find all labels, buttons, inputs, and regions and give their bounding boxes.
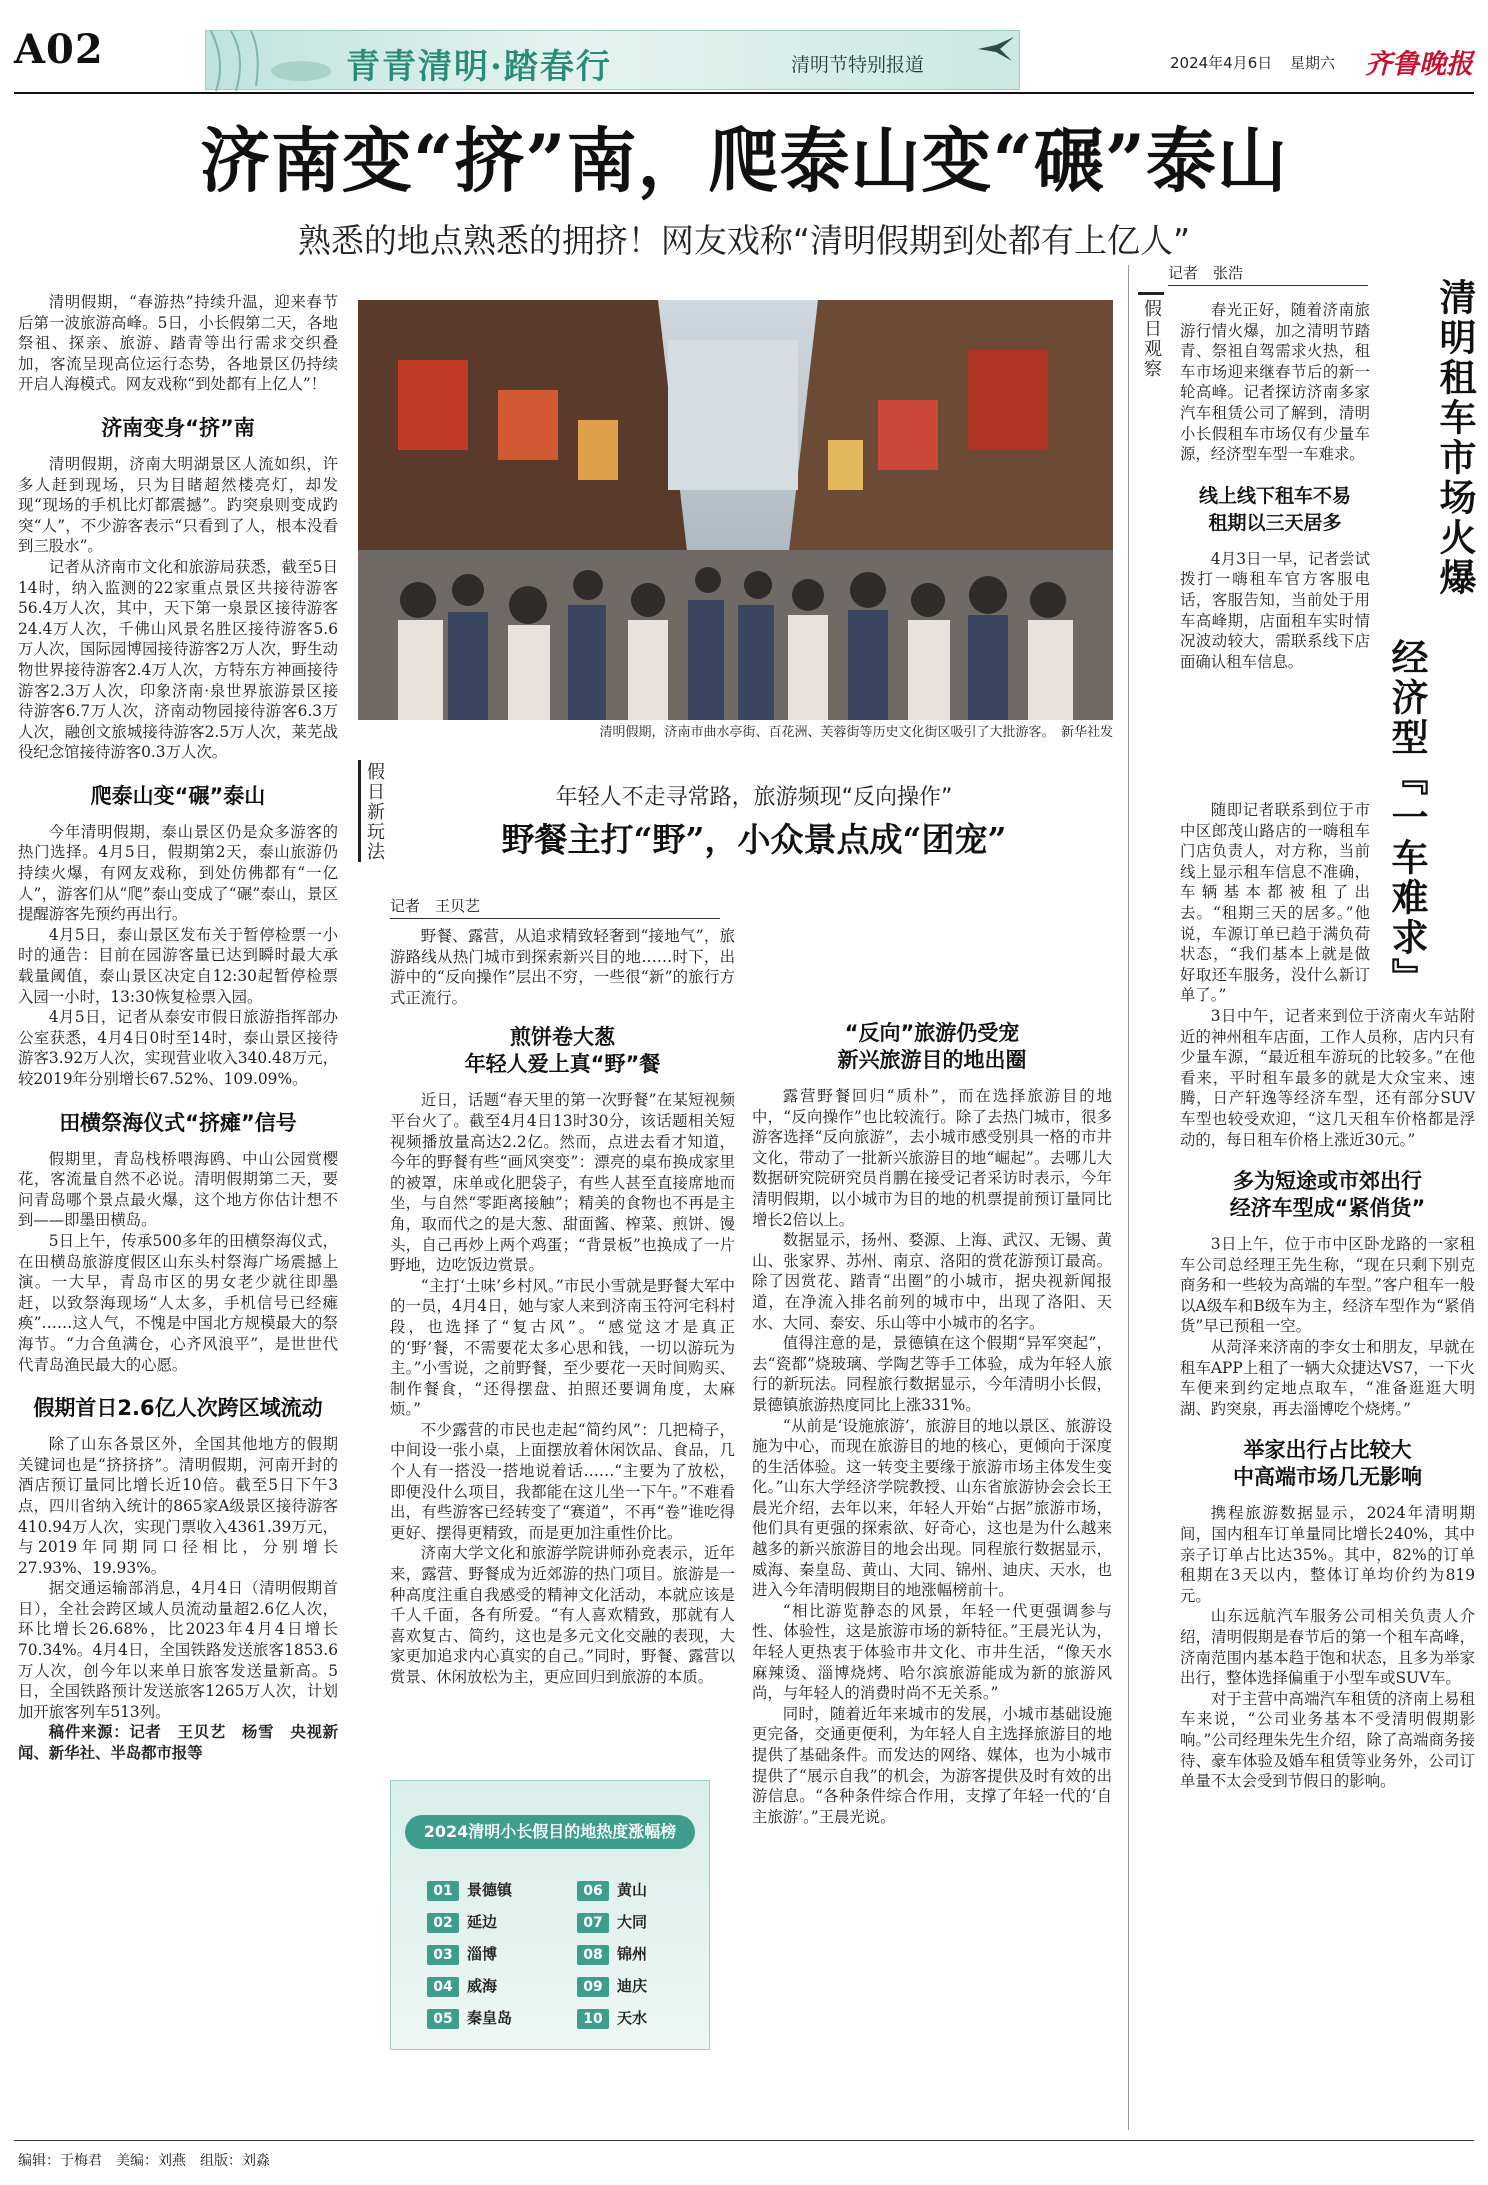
ranking-row	[577, 2007, 647, 2033]
willow-decoration-icon	[206, 31, 336, 91]
rank-destination: 黄山	[617, 1881, 648, 1899]
rank-destination: 景德镇	[467, 1881, 513, 1899]
rank-number: 09	[577, 1977, 609, 1997]
rank-number: 07	[577, 1913, 609, 1933]
paragraph: 据交通运输部消息，4月4日（清明假期首日），全社会跨区域人员流动量超2.6亿人次，环比增长26.68%，比2023年4月4日增长70.34%。4月4日，全国铁路发送旅客1853.6万人次，创今年以来单日旅客发送量新高。5日，全国铁路预计发送旅客1265万人次，计划加开旅客列车513列。	[18, 1579, 338, 1721]
subhead-short-trips	[1180, 1168, 1475, 1222]
paragraph: 数据显示，扬州、婺源、上海、武汉、无锡、黄山、张家界、苏州、南京、洛阳的赏花游预订最高。除了因赏花、踏青“出圈”的小城市，据央视新闻报道，在净流入排名前列的城市中，出现了洛阳、天水、大同、泰安、乐山等中小城市的名字。	[752, 1231, 1112, 1332]
rental-intro	[1180, 300, 1370, 672]
rank-destination: 淄博	[467, 1945, 498, 1963]
swallow-icon	[976, 35, 1016, 65]
paragraph: 携程旅游数据显示，2024年清明期间，国内租车订单量同比增长240%，其中亲子订单占比达35%。其中，82%的订单租期在3天以内，整体订单均价约为819元。	[1180, 1504, 1475, 1605]
section-heading-taishan: 爬泰山变“碾”泰山	[90, 783, 266, 808]
paragraph: 近日，话题“春天里的第一次野餐”在某短视频平台火了。截至4月4日13时30分，该话题相关短视频播放量高达2.2亿。然而，点进去看才知道，今年的野餐有些“画风突变”：漂亮的桌布换成家里的被罩，床单或化肥袋子，有些人甚至直接席地而坐，与自然“零距离接触”；精美的食物也不再是主角，取而代之的是大葱、甜面酱、榨菜、煎饼、馒头，自己再炒上两个鸡蛋；“背景板”也换成了一片野地，边吃饭边赏景。	[390, 1091, 735, 1275]
paragraph: “相比游览静态的风景，年轻一代更强调参与性、体验性，这是旅游市场的新特征。”王晨光认为，年轻人更热衷于体验市井文化、市井生活，“像天水麻辣烫、淄博烧烤、哈尔滨旅游能成为新的旅游风尚，与年轻人的消费时尚不无关系。”	[752, 1601, 1112, 1703]
subhead-line: 中高端市场几无影响	[1233, 1465, 1422, 1490]
ranking-box	[390, 1780, 710, 2050]
rank-number: 02	[427, 1913, 459, 1933]
subhead-line: 煎饼卷大葱	[510, 1025, 615, 1050]
subhead-line: 举家出行占比较大	[1243, 1438, 1412, 1463]
subhead-line: “反向”旅游仍受宠	[844, 1021, 1020, 1045]
paragraph: “主打‘土味’乡村风。”市民小雪就是野餐大军中的一员，4月4日，她与家人来到济南玉符河宅科村段，也选择了“复古风”。“感觉这才是真正的‘野’餐，不需要花太多心思和钱，一切以游玩为主。”小雪说，之前野餐，至少要花一天时间购买、制作餐食，“还得摆盘、拍照还要调角度，太麻烦。”	[390, 1276, 735, 1419]
subhead-line: 年轻人爱上真“野”餐	[464, 1052, 661, 1077]
rank-destination: 迪庆	[617, 1977, 648, 1995]
paragraph: 假期里，青岛栈桥喂海鸥、中山公园赏樱花，客流量自然不必说。清明假期第二天，要问青岛哪个景点最火爆，这个地方你估计想不到——即墨田横岛。	[18, 1149, 338, 1230]
feature-title: 野餐主打“野”，小众景点成“团宠”	[501, 820, 1007, 859]
rank-number: 03	[427, 1945, 459, 1965]
ranking-row	[427, 2007, 512, 2033]
footer-rule	[14, 2140, 1474, 2141]
main-headline: 济南变“挤”南，爬泰山变“碾”泰山	[199, 119, 1289, 202]
subhead-line: 租期以三天居多	[1208, 511, 1342, 534]
ranking-row	[427, 1975, 497, 2001]
paragraph: 4月3日一早，记者尝试拨打一嗨租车官方客服电话，客服告知，当前处于用车高峰期，店面租车实时情况波动较大，需联系线下店面确认租车信息。	[1180, 549, 1370, 671]
rank-destination: 锦州	[617, 1945, 648, 1963]
paragraph: 不少露营的市民也走起“简约风”：几把椅子，中间设一张小桌，上面摆放着休闲饮品、食品，几个人有一搭没一搭地说着话……“主要为了放松，即便没什么项目，我都能在这儿坐一下午。”不难看出，有些游客已经转变了“赛道”，不再“卷”谁吃得更好、摆得更精致，而是更加注重性价比。	[390, 1420, 735, 1542]
ranking-row	[427, 1911, 497, 1937]
paragraph: 对于主营中高端汽车租赁的济南上易租车来说，“公司业务基本不受清明假期影响。”公司经理朱先生介绍，除了高端商务接待、豪车体验及婚车租赁等业务外，公司订单量不太会受到节假日的影响。	[1180, 1689, 1475, 1791]
feature-column-b	[752, 900, 1112, 1827]
rank-destination: 大同	[617, 1913, 648, 1931]
issue-date: 2024年4月6日	[1170, 54, 1273, 72]
rank-destination: 秦皇岛	[467, 2009, 513, 2027]
rank-number: 04	[427, 1977, 459, 1997]
paragraph: 随即记者联系到位于市中区郎茂山路店的一嗨租车门店负责人，对方称，当前线上显示租车信息不准确，车辆基本都被租了出去。“租期三天的居多。”他说，车源订单已趋于满负荷状态，“我们基本上就是做好取还车服务，没什么新订单了。”	[1180, 801, 1370, 1005]
header-rule	[14, 92, 1474, 94]
ranking-row	[577, 1943, 647, 1969]
rental-title-line1: 清明租车市场火爆	[1433, 278, 1477, 598]
paragraph: 今年清明假期，泰山景区仍是众多游客的热门选择。4月5日，假期第2天，泰山旅游仍持续火爆，有网友戏称，到处仿佛都有“一亿人”，游客们从“爬”泰山变成了“碾”泰山，景区提醒游客先预约再出行。	[18, 822, 338, 924]
section-banner	[205, 30, 1020, 90]
subhead-online-offline	[1180, 483, 1370, 537]
paragraph: 值得注意的是，景德镇在这个假期“异军突起”，去“瓷都”烧玻璃、学陶艺等手工体验，成为年轻人旅行的新玩法。同程旅行数据显示，今年清明小长假，景德镇旅游热度同比上涨331%。	[752, 1334, 1112, 1414]
paragraph: 山东远航汽车服务公司相关负责人介绍，清明假期是春节后的第一个租车高峰，济南范围内基本趋于饱和状态，且多为举家出行，整体选择偏重于小型车或SUV车。	[1180, 1607, 1475, 1688]
banner-subtitle: 清明节特别报道	[791, 54, 925, 76]
issue-weekday: 星期六	[1290, 54, 1336, 72]
section-heading-jinan: 济南变身“挤”南	[101, 415, 255, 440]
paragraph: 3日中午，记者来到位于济南火车站附近的神州租车店面，工作人员称，店内只有少量车源，“最近租车游玩的比较多。”在他看来，平时租车最多的就是大众宝来、速腾，日产轩逸等经济车型，还有部分SUV车型也较受欢迎，“这几天租车价格都是浮动的，每日租车价格上涨近30元。”	[1180, 1006, 1475, 1149]
paragraph: 记者从济南市文化和旅游局获悉，截至5日14时，纳入监测的22家重点景区共接待游客56.4万人次，其中，天下第一泉景区接待游客24.4万人次，千佛山风景名胜区接待游客5.6万人次，国际园博园接待游客2万人次，野生动物世界接待游客2.4万人次，方特东方神画接待游客2.3万人次，印象济南·泉世界旅游景区接待游客6.7万人次，济南动物园接待游客6.3万人次，融创文旅城接待游客2.5万人次，莱芜战役纪念馆接待游客0.3万人次。	[18, 557, 338, 762]
rental-title-line2: 经济型『一车难求』	[1385, 638, 1429, 998]
rank-number: 06	[577, 1881, 609, 1901]
section-tag-new-ways: 假日新玩法	[358, 760, 387, 862]
ranking-row	[427, 1879, 512, 1905]
paragraph: 从菏泽来济南的李女士和朋友，早就在租车APP上租了一辆大众捷达VS7，一下火车便来到约定地点取车，“准备逛逛大明湖、趵突泉，再去淄博吃个烧烤。”	[1180, 1338, 1475, 1418]
left-column	[18, 292, 338, 1764]
paragraph: 济南大学文化和旅游学院讲师孙竞表示，近年来，露营、野餐成为近郊游的热门项目。旅游是一种高度注重自我感受的精神文化活动，本就应该是千人千面，各有所爱。“有人喜欢精致，那就有人喜欢复古、简约，这也是多元文化交融的表现，大家更加追求内心真实的自己。”同时，野餐、露营以赏景、休闲放松为主，更应回归到旅游的本质。	[390, 1544, 735, 1686]
subhead-pancake	[390, 1024, 735, 1078]
paragraph: 春光正好，随着济南旅游行情火爆，加之清明节踏青、祭祖自驾需求火热，租车市场迎来继春节后的新一轮高峰。记者探访济南多家汽车租赁公司了解到，清明小长假租车市场仅有少量车源，经济型车型一车难求。	[1180, 301, 1370, 464]
page-number: A02	[14, 26, 104, 73]
photo-caption: 清明假期，济南市曲水亭街、百花洲、芙蓉街等历史文化街区吸引了大批游客。 新华社发	[599, 725, 1113, 740]
section-tag-observation: 假日观察	[1138, 292, 1164, 379]
paragraph: 4月5日，记者从泰安市假日旅游指挥部办公室获悉，4月4日0时至14时，泰山景区接待游客3.92万人次，实现营业收入340.48万元，较2019年分别增长67.52%、109.09%。	[18, 1008, 338, 1088]
ranking-row	[577, 1975, 647, 2001]
paragraph: 露营野餐回归“质朴”，而在选择旅游目的地中，“反向操作”也比较流行。除了去热门城市，很多游客选择“反向旅游”，去小城市感受别具一格的市井文化，带动了一批新兴旅游目的地“崛起”。去哪儿大数据研究院研究员肖鹏在接受记者采访时表示，今年清明假期，以小城市为目的地的机票提前预订量同比增长2倍以上。	[752, 1087, 1112, 1229]
main-subhead: 熟悉的地点熟悉的拥挤！网友戏称“清明假期到处都有上亿人”	[297, 221, 1191, 260]
subhead-line: 新兴旅游目的地出圈	[837, 1048, 1027, 1072]
rank-destination: 威海	[467, 1977, 498, 1995]
feature-column-a	[390, 926, 735, 1686]
paragraph: 同时，随着近年来城市的发展，小城市基础设施更完备，交通更便利，为年轻人自主选择旅游目的地提供了基础条件。而发达的网络、媒体，也为小城市提供了“展示自我”的机会，为游客提供及时有效的出游信息。“各种条件综合作用，支撑了年轻一代的‘自主旅游’。”王晨光说。	[752, 1704, 1112, 1826]
subhead-line: 经济车型成“紧俏货”	[1229, 1196, 1426, 1221]
street-crowd-photo	[358, 300, 1113, 720]
footer-credits: 编辑：于梅君 美编：刘燕 组版：刘淼	[18, 2153, 270, 2169]
paragraph: “从前是‘设施旅游’，旅游目的地以景区、旅游设施为中心，而现在旅游目的地的核心，更倾向于深度的生活体验。这一转变主要缘于旅游市场主体发生变化。”山东大学经济学院教授、山东省旅游协会会长王晨光介绍，去年以来，年轻人开始“占据”旅游市场，他们具有更强的探索欲、好奇心，这也是为什么越来越多的新兴旅游目的地会出现。同程旅行数据显示，威海、秦皇岛、黄山、大同、锦州、迪庆、天水，也进入今年清明假期目的地涨幅榜前十。	[752, 1416, 1112, 1600]
section-heading-travel-flow: 假期首日2.6亿人次跨区域流动	[33, 1396, 323, 1421]
rank-destination: 延边	[467, 1913, 498, 1931]
feature-kicker: 年轻人不走寻常路，旅游频现“反向操作”	[555, 785, 953, 810]
crowd-illustration	[358, 300, 1113, 720]
rental-byline: 记者 张浩	[1168, 262, 1368, 286]
subhead-family-travel	[1180, 1437, 1475, 1491]
ranking-row	[577, 1879, 647, 1905]
subhead-line: 线上线下租车不易	[1198, 484, 1351, 507]
feature-byline: 记者 王贝艺	[390, 895, 720, 919]
rental-body	[1180, 800, 1475, 1792]
right-column-divider	[1128, 265, 1129, 2130]
source-text: 记者 王贝艺 杨雪 央视新闻、新华社、半岛都市报等	[18, 1723, 338, 1763]
rank-destination: 天水	[617, 2009, 648, 2027]
subhead-reverse-travel	[752, 1020, 1112, 1074]
rank-number: 05	[427, 2009, 459, 2029]
paragraph: 4月5日，泰山景区发布关于暂停检票一小时的通告：目前在园游客量已达到瞬时最大承载量阈值，泰山景区决定自12:30起暂停检票入园一小时，13:30恢复检票入园。	[18, 925, 338, 1006]
subhead-line: 多为短途或市郊出行	[1233, 1169, 1422, 1194]
paragraph: 3日上午，位于市中区卧龙路的一家租车公司总经理王先生称，“现在只剩下别克商务和一些较为高端的车型。”客户租车一般以A级车和B级车为主，经济车型作为“紧俏货”早已预租一空。	[1180, 1235, 1475, 1336]
ranking-title: 2024清明小长假目的地热度涨幅榜	[405, 1815, 695, 1849]
source-credit	[18, 1722, 338, 1763]
rank-number: 08	[577, 1945, 609, 1965]
paper-logo: 齐鲁晚报	[1365, 49, 1473, 80]
paragraph: 5日上午，传承500多年的田横祭海仪式，在田横岛旅游度假区山东头村祭海广场震撼上演。一大早，青岛市区的男女老少就往即墨赶，以致祭海现场“人太多，手机信号已经瘫痪”……这人气，不愧是中国北方规模最大的祭海节。“力合鱼满仓，心齐风浪平”，是世世代代青岛渔民最大的心愿。	[18, 1231, 338, 1374]
banner-title: 青青清明·踏春行	[346, 47, 612, 87]
intro-paragraph: 清明假期，“春游热”持续升温，迎来春节后第一波旅游高峰。5日，小长假第二天，各地祭祖、探亲、旅游、踏青等出行需求交织叠加，客流呈现高位运行态势，各地景区仍持续开启人海模式。网友戏称“到处都有上亿人”！	[18, 293, 338, 394]
ranking-row	[577, 1911, 647, 1937]
paragraph: 野餐、露营，从追求精致轻奢到“接地气”，旅游路线从热门城市到探索新兴目的地……时下，出游中的“反向操作”层出不穷，一些很“新”的旅行方式正流行。	[390, 927, 735, 1007]
ranking-row	[427, 1943, 497, 1969]
rank-number: 10	[577, 2009, 609, 2029]
section-heading-tianheng: 田横祭海仪式“挤瘫”信号	[59, 1110, 297, 1135]
rank-number: 01	[427, 1881, 459, 1901]
paragraph: 除了山东各景区外，全国其他地方的假期关键词也是“挤挤挤”。清明假期，河南开封的酒店预订量同比增长近10倍。截至5日下午3点，四川省纳入统计的865家A级景区接待游客410.94万人次，实现门票收入4361.39万元，与2019年同期同口径相比，分别增长27.93%、19.93%。	[18, 1435, 338, 1577]
source-label: 稿件来源：	[48, 1723, 130, 1742]
paragraph: 清明假期，济南大明湖景区人流如织，许多人赶到现场，只为目睹超然楼亮灯，却发现“现场的手机比灯都震撼”。趵突泉则变成趵突“人”，不少游客表示“只看到了人，根本没看到三股水”。	[18, 454, 338, 556]
